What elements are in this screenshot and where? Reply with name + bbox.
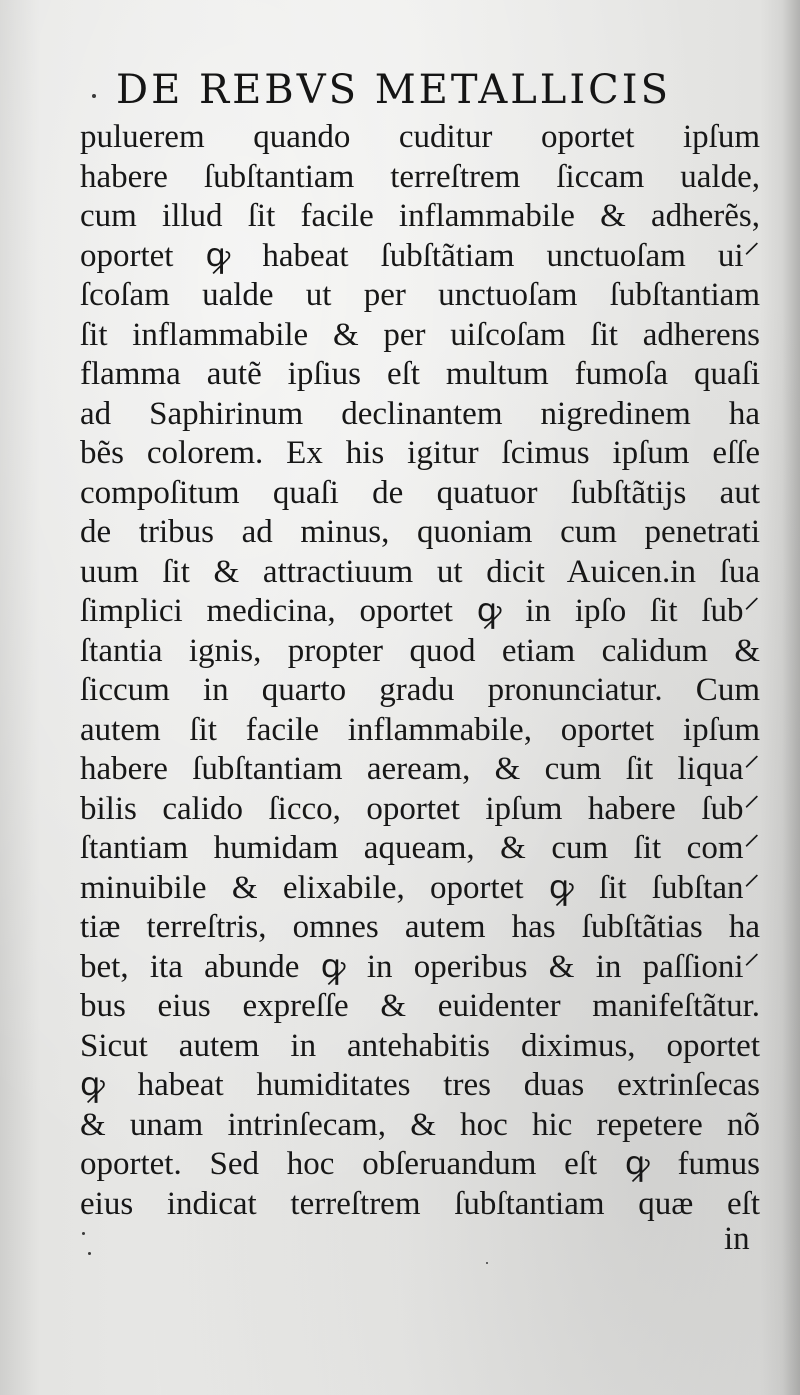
- speck: [88, 1252, 91, 1255]
- text-line: de tribus ad minus, quoniam cum penetrati: [80, 514, 760, 550]
- running-head: DE REBVS METALLICIS: [116, 67, 671, 113]
- text-line: & unam intrinſecam, & hoc hic repetere nõ: [80, 1106, 760, 1143]
- speck: [92, 94, 96, 98]
- text-line: minuibile & elixabile, oportet ꝙ ſit ſubſtan⸍: [80, 869, 760, 906]
- text-line: ſtantia ignis, propter quod etiam calidum &: [80, 632, 760, 669]
- speck: [82, 1232, 85, 1235]
- text-line: ſcoſam ualde ut per unctuoſam ſubſtantiam: [80, 277, 760, 313]
- text-line: bilis calido ſicco, oportet ipſum habere ſub⸍: [80, 790, 760, 827]
- text-line: ad Saphirinum declinantem nigredinem ha: [80, 395, 760, 432]
- text-line: bus eius expreſſe & euidenter manifeſtãtur.: [80, 988, 760, 1024]
- text-line: puluerem quando cuditur oportet ipſum: [80, 119, 760, 155]
- text-line: cum illud ſit facile inflammabile & adherẽs,: [80, 198, 760, 234]
- text-line: bẽs colorem. Ex his igitur ſcimus ipſum eſſe: [80, 435, 760, 471]
- text-line: habere ſubſtantiam aeream, & cum ſit liqua⸍: [80, 751, 760, 787]
- text-line: oportet ꝙ habeat ſubſtãtiam unctuoſam ui⸍: [80, 237, 760, 274]
- text-line: uum ſit & attractiuum ut dicit Auicen.in ſua: [80, 553, 760, 590]
- text-line: ſtantiam humidam aqueam, & cum ſit com⸍: [80, 830, 760, 866]
- text-line: ſiccum in quarto gradu pronunciatur. Cum: [80, 672, 760, 708]
- text-line: oportet. Sed hoc obſeruandum eſt ꝙ fumus: [80, 1146, 760, 1182]
- catchword: in: [724, 1221, 750, 1257]
- text-line: ſit inflammabile & per uiſcoſam ſit adherens: [80, 316, 760, 353]
- text-line: Sicut autem in antehabitis diximus, oportet: [80, 1027, 760, 1064]
- text-line: autem ſit facile inflammabile, oportet ipſum: [80, 711, 760, 748]
- text-block: [80, 118, 760, 1224]
- text-line: flamma autẽ ipſius eſt multum fumoſa quaſi: [80, 356, 760, 392]
- text-line: compoſitum quaſi de quatuor ſubſtãtijs aut: [80, 474, 760, 511]
- text-line: eius indicat terreſtrem ſubſtantiam quæ eſt: [80, 1185, 760, 1222]
- speck: [486, 1262, 488, 1264]
- text-line: habere ſubſtantiam terreſtrem ſiccam ualde,: [80, 158, 760, 195]
- text-line: tiæ terreſtris, omnes autem has ſubſtãtias ha: [80, 909, 760, 945]
- text-line: ꝙ habeat humiditates tres duas extrinſecas: [80, 1067, 760, 1103]
- text-line: bet, ita abunde ꝙ in operibus & in paſſioni⸍: [80, 948, 760, 985]
- text-line: ſimplici medicina, oportet ꝙ in ipſo ſit ſub⸍: [80, 593, 760, 629]
- page-edge-shadow: [782, 0, 800, 1395]
